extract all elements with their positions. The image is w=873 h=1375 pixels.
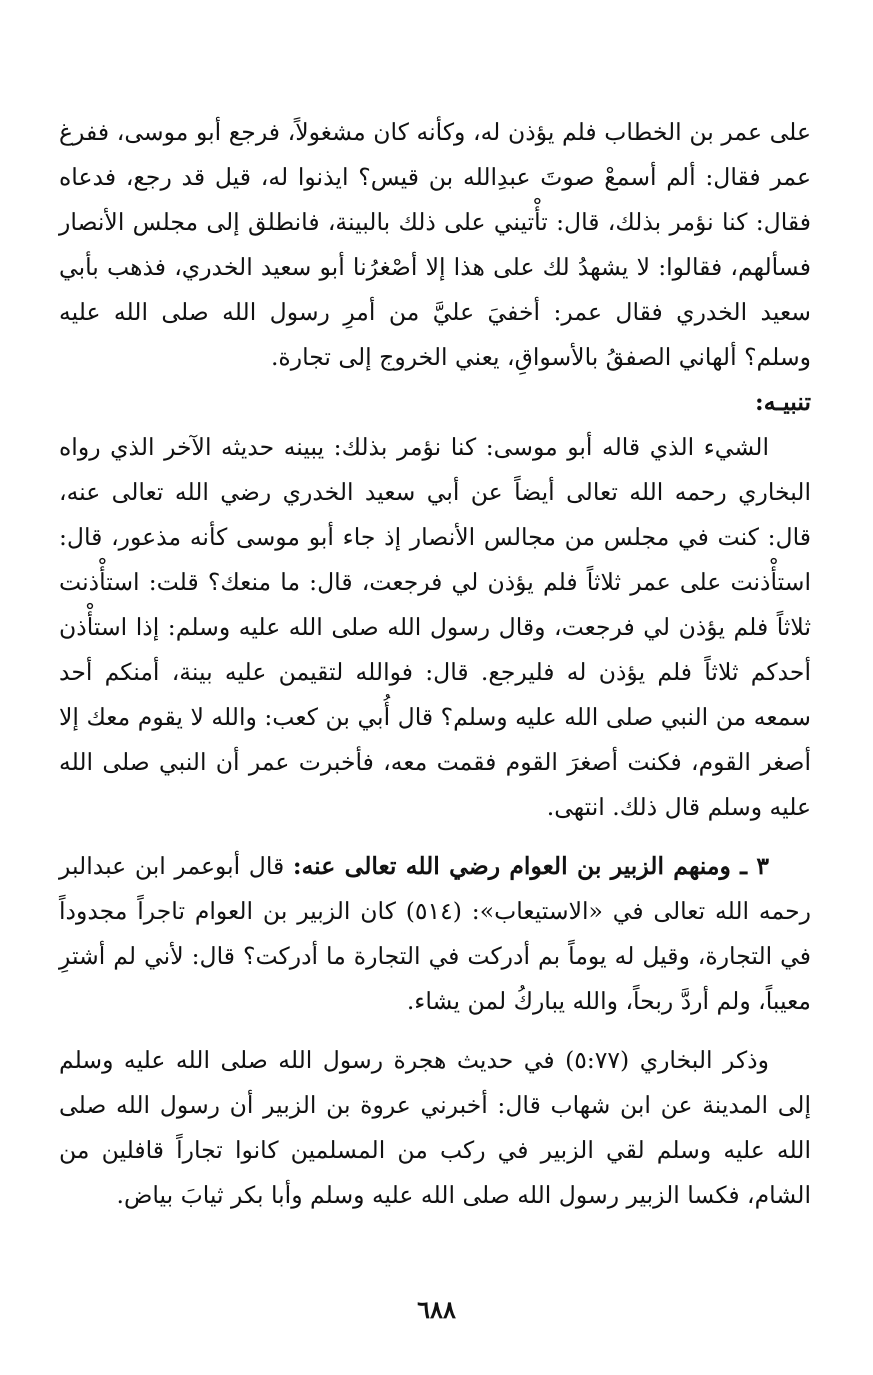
paragraph-tanbih: الشيء الذي قاله أبو موسى: كنا نؤمر بذلك: يبينه حديثه الآخر الذي رواه البخاري رحمه الله تعالى أيضاً عن أبي سعيد الخدري رضي الله تعالى عنه، قال: كنت في مجلس من مجالس الأنصار إذ جاء أبو موسى كأنه مذعور، قال: استأْذنت على عمر ثلاثاً فلم يؤذن لي فرجعت، قال: ما منعك؟ قلت: استأْذنت ثلاثاً فلم يؤذن لي فرجعت، وقال رسول الله صلى الله عليه وسلم: إذا استأْذن أحدكم ثلاثاً فلم يؤذن له فليرجع. قال: فوالله لتقيمن عليه بينة، أمنكم أحد سمعه من النبي صلى الله عليه وسلم؟ قال أُبي بن كعب: والله لا يقوم معك إلا أصغر القوم، فكنت أصغرَ القوم فقمت معه، فأخبرت عمر أن النبي صلى الله عليه وسلم قال ذلك. انتهى. bbox=[59, 433, 811, 821]
zubayr-text: قال أبوعمر ابن عبدالبر رحمه الله تعالى في «الاستيعاب»: (٥١٤) كان الزبير بن العوام تاجراً مجدوداً في التجارة، وقيل له يوماً بم أدركت في التجارة ما أدركت؟ قال: لأني لم أشترِ معيباً، ولم أردَّ ربحاً، والله يباركُ لمن يشاء. bbox=[59, 852, 811, 1015]
page-body bbox=[59, 110, 811, 1218]
zubayr-heading: ٣ ـ ومنهم الزبير بن العوام رضي الله تعالى عنه: bbox=[292, 852, 769, 880]
paragraph-umar-abu-musa: على عمر بن الخطاب فلم يؤذن له، وكأنه كان مشغولاً، فرجع أبو موسى، ففرغ عمر فقال: ألم أسمعْ صوتَ عبدِالله بن قيس؟ ايذنوا له، قيل قد رجع، فدعاه فقال: كنا نؤمر بذلك، قال: تأْتيني على ذلك بالبينة، فانطلق إلى مجلس الأنصار فسألهم، فقالوا: لا يشهدُ لك على هذا إلا أصْغرُنا أبو سعيد الخدري، فذهب بأبي سعيد الخدري فقال عمر: أخفيَ عليَّ من أمرِ رسول الله صلى الله عليه وسلم؟ ألهاني الصفقُ بالأسواقِ، يعني الخروج إلى تجارة. bbox=[59, 118, 811, 371]
page-number: ٦٨٨ bbox=[417, 1295, 456, 1324]
paragraph-zubayr bbox=[59, 844, 811, 1024]
tanbih-heading: تنبيـه: bbox=[755, 388, 811, 416]
paragraph-bukhari-hijra: وذكر البخاري (٥:٧٧) في حديث هجرة رسول الله صلى الله عليه وسلم إلى المدينة عن ابن شهاب قال: أخبرني عروة بن الزبير أن رسول الله صلى الله عليه وسلم لقي الزبير في ركب من المسلمين كانوا تجاراً قافلين من الشام، فكسا الزبير رسول الله صلى الله عليه وسلم وأبا بكر ثيابَ بياض. bbox=[59, 1046, 811, 1209]
